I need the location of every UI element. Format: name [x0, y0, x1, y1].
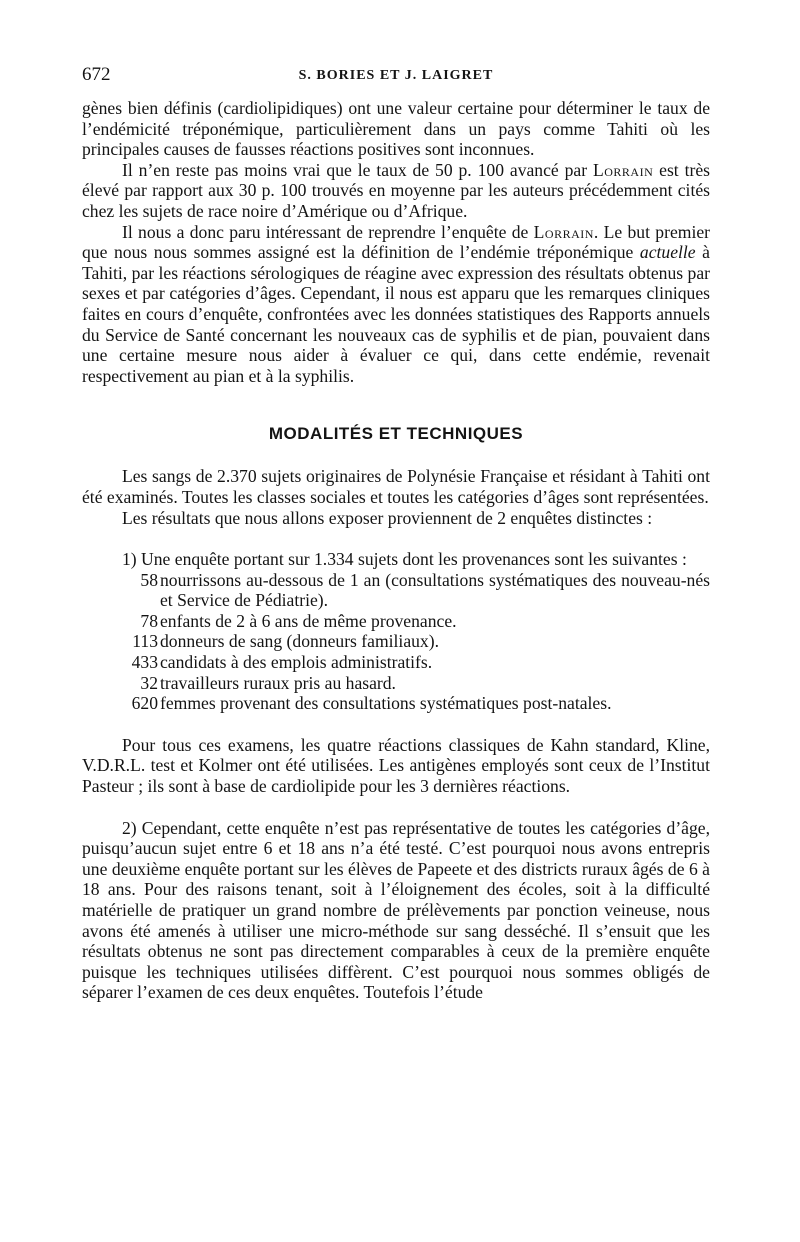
running-head: S. BORIES ET J. LAIGRET — [298, 68, 494, 83]
list-item — [82, 570, 710, 611]
list-item — [82, 673, 710, 694]
page-number: 672 — [82, 64, 111, 85]
paragraph-3-text-a: Il nous a donc paru intéressant de reprendre l’enquête de — [122, 221, 534, 242]
paragraph-1: gènes bien définis (cardiolipidiques) ont une valeur certaine pour déterminer le taux de l’endémicité tréponémique, particulièrement dans un pays comme Tahiti où les principales causes de fausses réactions positives sont inconnues. — [82, 98, 710, 160]
page-header — [82, 60, 710, 90]
list-item-count: 433 — [131, 652, 158, 673]
list-item-text: candidats à des emplois administratifs. — [160, 652, 433, 673]
emphasis-actuelle: actuelle — [639, 242, 696, 263]
paragraph-7: Pour tous ces examens, les quatre réactions classiques de Kahn standard, Kline, V.D.R.L. test et Kolmer ont été utilisées. Les antigènes employés sont ceux de l’Institut Pasteur ; ils sont à base de cardiolipide pour les 3 dernières réactions. — [82, 734, 710, 797]
list-item-text: enfants de 2 à 6 ans de même provenance. — [160, 610, 457, 631]
paragraph-2-text-b: est très élevé par rapport aux 30 p. 100 trouvés en moyenne par les auteurs précédemment cités chez les sujets de race noire d’Amérique ou d’Afrique. — [82, 159, 710, 221]
section-heading: MODALITÉS ET TECHNIQUES — [268, 424, 524, 444]
paragraph-5: Les résultats que nous allons exposer proviennent de 2 enquêtes distinctes : — [122, 507, 653, 528]
list-item-text: donneurs de sang (donneurs familiaux). — [160, 631, 439, 652]
list-item-count: 113 — [132, 631, 158, 652]
author-name: Lorrain — [593, 159, 654, 180]
provenance-list — [82, 570, 710, 714]
author-name: Lorrain — [533, 221, 594, 242]
list-item — [82, 631, 710, 652]
paragraph-3 — [82, 222, 710, 387]
page — [82, 60, 710, 1003]
paragraph-8: 2) Cependant, cette enquête n’est pas représentative de toutes les catégories d’âge, puisqu’aucun sujet entre 6 et 18 ans n’a été testé. C’est pourquoi nous avons entrepris une deuxième enquête portant sur les élèves de Papeete et des districts ruraux âgés de 6 à 18 ans. Pour des raisons tenant, soit à l’éloignement des écoles, soit à la difficulté matérielle de pratiquer un grand nombre de prélèvements par ponction veineuse, nous avons été amenés à utiliser une micro-méthode sur sang desséché. Il s’ensuit que les résultats obtenus ne sont pas directement comparables à ceux de la première enquête puisque les techniques utilisées diffèrent. C’est pourquoi nous sommes obligés de séparer l’examen de ces deux enquêtes. Toutefois l’étude — [82, 817, 710, 1003]
paragraph-2 — [82, 160, 710, 222]
paragraph-6: 1) Une enquête portant sur 1.334 sujets dont les provenances sont les suivantes : — [122, 549, 687, 570]
paragraph-3-text-b: . Le but premier que nous nous sommes assigné est la définition de l’endémie tréponémique — [82, 221, 710, 263]
list-item — [82, 652, 710, 673]
list-item-count: 32 — [140, 672, 158, 693]
list-item-count: 78 — [140, 610, 158, 631]
list-item-count: 620 — [131, 693, 158, 714]
paragraph-4: Les sangs de 2.370 sujets originaires de Polynésie Française et résidant à Tahiti ont été examinés. Toutes les classes sociales et toutes les catégories d’âges sont représentées. — [82, 466, 710, 507]
list-item-text: nourrissons au-dessous de 1 an (consultations systématiques des nouveau-nés et Service de Pédiatrie). — [160, 569, 710, 611]
list-item-count: 58 — [140, 569, 158, 590]
paragraph-3-text-c: à Tahiti, par les réactions sérologiques de réagine avec expression des résultats obtenus par sexes et par catégories d’âges. Cependant, il nous est apparu que les remarques cliniques faites en cours d’enquête, confrontées avec les données statistiques des Rapports annuels du Service de Santé concernant les nouveaux cas de syphilis et de pian, pouvaient dans une certaine mesure nous aider à évaluer ce qui, dans cette endémie, revenait respectivement au pian et à la syphilis. — [82, 242, 710, 386]
list-item — [82, 611, 710, 632]
paragraph-2-text-a: Il n’en reste pas moins vrai que le taux de 50 p. 100 avancé par — [122, 159, 593, 180]
list-item-text: travailleurs ruraux pris au hasard. — [160, 672, 396, 693]
list-item — [82, 693, 710, 714]
list-item-text: femmes provenant des consultations systématiques post-natales. — [160, 693, 612, 714]
